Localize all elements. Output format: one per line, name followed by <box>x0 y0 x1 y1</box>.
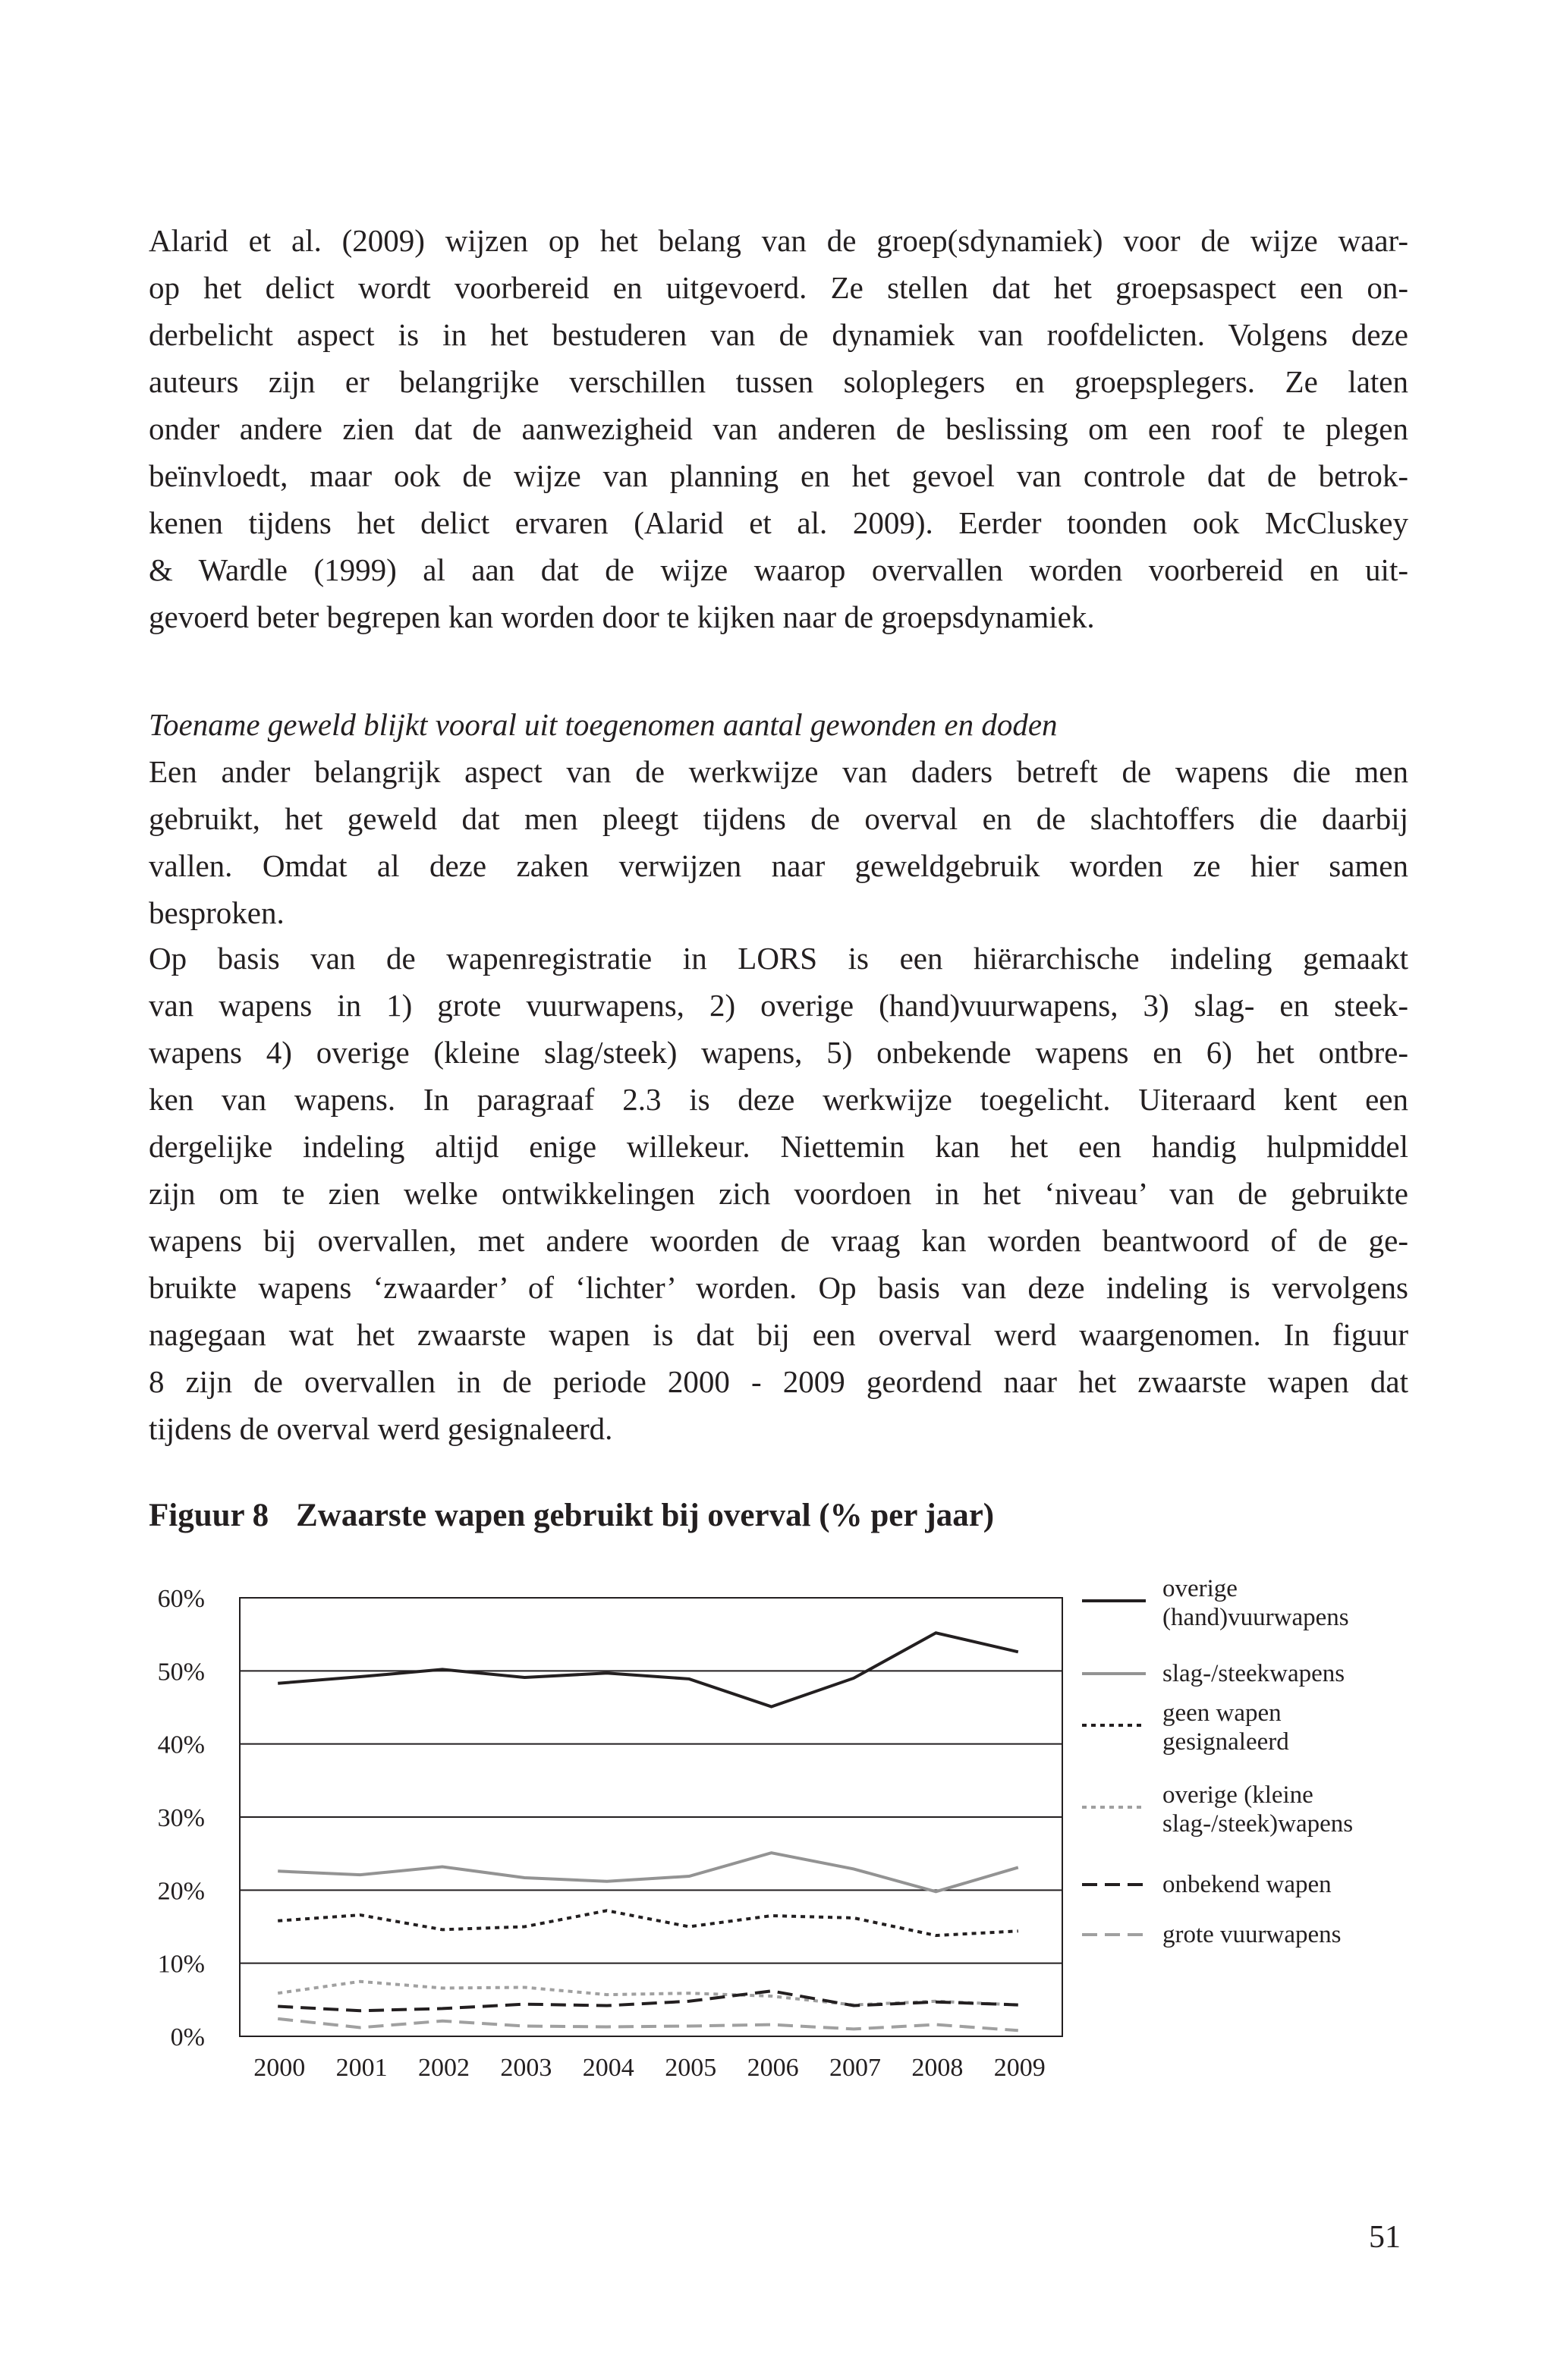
y-tick-label: 50% <box>157 1658 205 1687</box>
text-line: tijdens de overval werd gesignaleerd. <box>149 1411 613 1446</box>
text-line: Op basis van de wapenregistratie in LORS is een hiërarchische indeling gemaakt <box>149 941 1408 976</box>
text-line: op het delict wordt voorbereid en uitgevoerd. Ze stellen dat het groepsaspect een on- <box>149 270 1408 305</box>
text-line: gevoerd beter begrepen kan worden door te kijken naar de groepsdynamiek. <box>149 599 1095 634</box>
x-tick-label: 2005 <box>665 2054 717 2082</box>
legend-label: geen wapen <box>1162 1699 1282 1727</box>
text-line: van wapens in 1) grote vuurwapens, 2) overige (hand)vuurwapens, 3) slag- en steek- <box>149 988 1408 1023</box>
series-line <box>278 1633 1018 1706</box>
text-line: zijn om te zien welke ontwikkelingen zich voordoen in het ‘niveau’ van de gebruikte <box>149 1176 1408 1211</box>
paragraph <box>149 935 1408 1452</box>
legend-label: slag-/steekwapens <box>1162 1660 1345 1687</box>
figure-caption: Zwaarste wapen gebruikt bij overval (% per jaar) <box>296 1498 995 1533</box>
series-line <box>278 1991 1018 2011</box>
x-tick-label: 2004 <box>582 2054 634 2082</box>
text-line: Alarid et al. (2009) wijzen op het belang van de groep(sdynamiek) voor de wijze waar- <box>149 223 1408 258</box>
text-line: & Wardle (1999) al aan dat de wijze waarop overvallen worden voorbereid en uit- <box>149 552 1408 587</box>
x-tick-label: 2002 <box>418 2054 470 2082</box>
text-line: auteurs zijn er belangrijke verschillen tussen soloplegers en groepsplegers. Ze laten <box>149 364 1408 399</box>
x-tick-label: 2003 <box>500 2054 552 2082</box>
text-line: dergelijke indeling altijd enige willekeur. Niettemin kan het een handig hulpmiddel <box>149 1129 1408 1164</box>
y-tick-label: 10% <box>157 1950 205 1979</box>
x-tick-label: 2001 <box>335 2054 388 2082</box>
text-line: vallen. Omdat al deze zaken verwijzen naar geweldgebruik worden ze hier samen <box>149 848 1408 883</box>
x-tick-label: 2007 <box>829 2054 881 2082</box>
series-line <box>278 1853 1018 1891</box>
text-line: besproken. <box>149 895 285 930</box>
text-line: gebruikt, het geweld dat men pleegt tijdens de overval en de slachtoffers die daarbij <box>149 801 1408 836</box>
legend-label: overige (kleine <box>1162 1781 1313 1809</box>
legend-label: grote vuurwapens <box>1162 1921 1342 1948</box>
text-line: 8 zijn de overvallen in de periode 2000 - 2009 geordend naar het zwaarste wapen dat <box>149 1364 1408 1399</box>
legend-label: onbekend wapen <box>1162 1871 1332 1898</box>
x-tick-label: 2006 <box>747 2054 799 2082</box>
text-line: wapens bij overvallen, met andere woorden de vraag kan worden beantwoord of de ge- <box>149 1223 1408 1258</box>
text-line: beïnvloedt, maar ook de wijze van planning en het gevoel van controle dat de betrok- <box>149 458 1408 493</box>
text-line: nagegaan wat het zwaarste wapen is dat bij een overval werd waargenomen. In figuur <box>149 1317 1408 1352</box>
y-tick-label: 30% <box>157 1804 205 1832</box>
legend-label: gesignaleerd <box>1162 1728 1289 1756</box>
legend-label: overige <box>1162 1575 1238 1602</box>
x-tick-label: 2009 <box>993 2054 1046 2082</box>
paragraph <box>149 217 1408 640</box>
text-line: derbelicht aspect is in het bestuderen van de dynamiek van roofdelicten. Volgens deze <box>149 317 1408 352</box>
text-line: Een ander belangrijk aspect van de werkwijze van daders betreft de wapens die men <box>149 754 1408 789</box>
text-line: bruikte wapens ‘zwaarder’ of ‘lichter’ worden. Op basis van deze indeling is vervolgens <box>149 1270 1408 1305</box>
y-tick-label: 0% <box>170 2023 205 2051</box>
x-tick-label: 2008 <box>911 2054 964 2082</box>
figure-number: Figuur 8 <box>149 1498 269 1533</box>
y-tick-label: 20% <box>157 1877 205 1906</box>
text-line: wapens 4) overige (kleine slag/steek) wapens, 5) onbekende wapens en 6) het ontbre- <box>149 1035 1408 1070</box>
text-line: kenen tijdens het delict ervaren (Alarid et al. 2009). Eerder toonden ook McCluskey <box>149 505 1408 540</box>
legend-label: slag-/steek)wapens <box>1162 1810 1354 1838</box>
text-line: onder andere zien dat de aanwezigheid van anderen de beslissing om een roof te plegen <box>149 411 1408 446</box>
y-tick-label: 40% <box>157 1731 205 1759</box>
series-line <box>278 2019 1018 2030</box>
x-tick-label: 2000 <box>253 2054 306 2082</box>
page-number: 51 <box>1369 2220 1401 2255</box>
series-line <box>278 1910 1018 1935</box>
y-tick-label: 60% <box>157 1585 205 1613</box>
series-line <box>278 1982 1018 2005</box>
section-heading: Toename geweld blijkt vooral uit toegenomen aantal gewonden en doden <box>149 707 1058 742</box>
figure-title <box>149 1493 1021 1539</box>
text-line: ken van wapens. In paragraaf 2.3 is deze werkwijze toegelicht. Uiteraard kent een <box>149 1082 1408 1117</box>
line-chart <box>0 1563 1554 2109</box>
legend-label: (hand)vuurwapens <box>1162 1604 1349 1631</box>
paragraph <box>149 701 1408 936</box>
